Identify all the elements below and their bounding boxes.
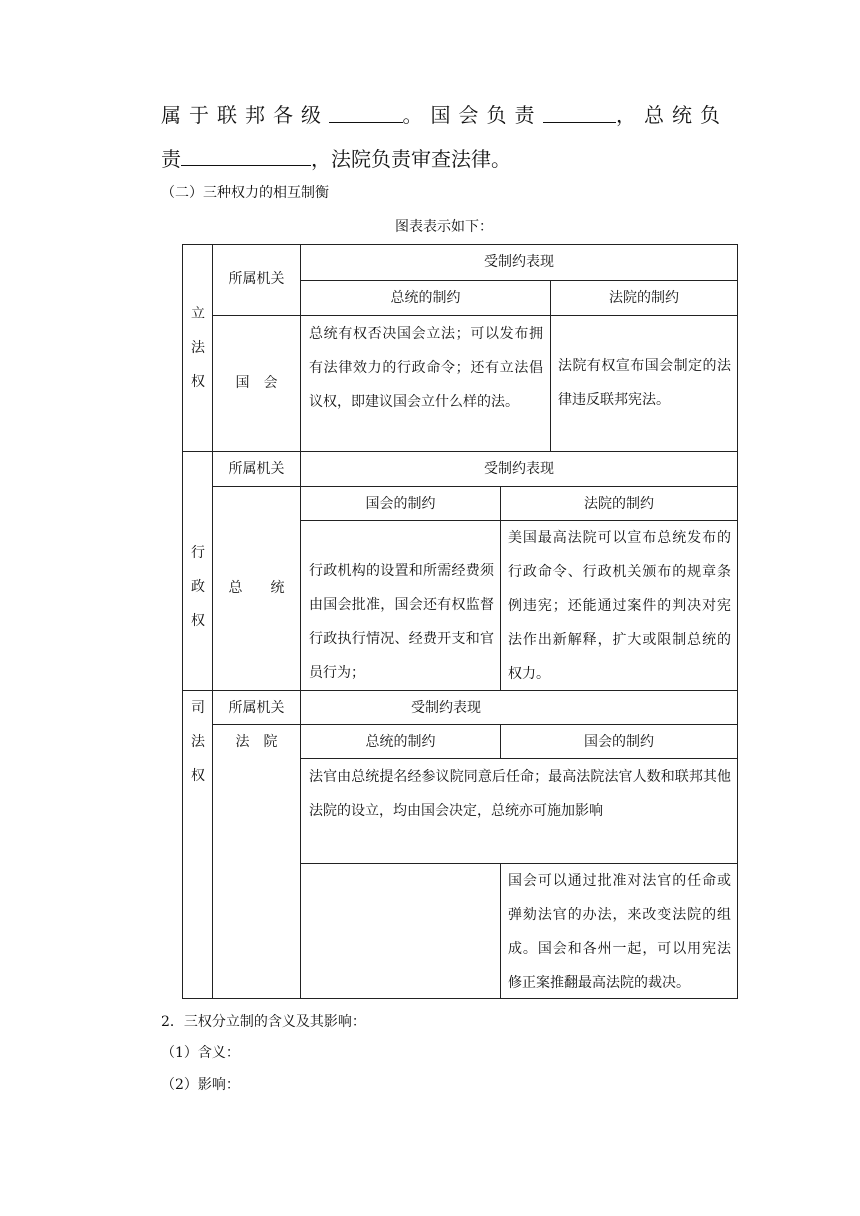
intro-text: 。国会负责 [402,103,543,127]
intro-text: ，法院负责审查法律。 [311,147,511,171]
constraint-text: 国会可以通过批准对法官的任命或弹劾法官的办法，来改变法院的组成。国会和各州一起，可以用宪法修正案推翻最高法院的裁决。 [508,873,731,991]
sub-header: 法院的制约 [609,290,679,306]
sub-header: 国会的制约 [584,734,654,750]
constraint-text: 行政机构的设置和所需经费须由国会批准，国会还有权监督行政执行情况、经费开支和官员行为； [309,563,494,681]
power-label-executive: 行 政 权 [191,545,205,629]
constraint-text: 法官由总统提名经参议院同意后任命；最高法院法官人数和联邦其他法院的设立，均由国会决定，总统亦可施加影响 [309,769,731,819]
figure-caption: 图表表示如下： [395,219,493,235]
sub-header: 总统的制约 [390,290,461,306]
org-header: 所属机关 [228,461,285,477]
constraint-header: 受制约表现 [484,461,554,477]
constraint-header: 受制约表现 [484,254,554,270]
constraint-text: 美国最高法院可以宣布总统发布的行政命令、行政机关颁布的规章条例违宪；还能通过案件的判决对宪法作出新解释，扩大或限制总统的权力。 [508,530,731,682]
power-label-legislative: 立 法 权 [191,306,205,390]
org-name: 总 统 [228,580,285,596]
org-header: 所属机关 [228,700,285,716]
org-name: 法 院 [235,734,278,750]
item-meaning: （1）含义： [161,1045,240,1061]
item-influence: （2）影响： [161,1077,240,1093]
constraint-text: 总统有权否决国会立法；可以发布拥有法律效力的行政命令；还有立法倡议权，即建议国会立什么样的法。 [309,326,543,410]
constraint-header: 受制约表现 [411,700,481,716]
intro-text: ，总统负 [616,103,728,127]
section-title: （二）三种权力的相互制衡 [161,185,329,201]
org-header: 所属机关 [228,271,285,287]
constraint-text: 法院有权宣布国会制定的法律违反联邦宪法。 [558,358,731,408]
intro-text: 责 [161,147,181,171]
sub-header: 总统的制约 [365,734,436,750]
sub-header: 法院的制约 [584,496,654,512]
sub-header: 国会的制约 [365,496,436,512]
intro-text: 属于联邦各级 [161,103,329,127]
point-2: 2．三权分立制的含义及其影响： [161,1014,366,1030]
org-name: 国 会 [235,375,278,391]
power-label-judicial: 司 法 权 [191,700,205,784]
